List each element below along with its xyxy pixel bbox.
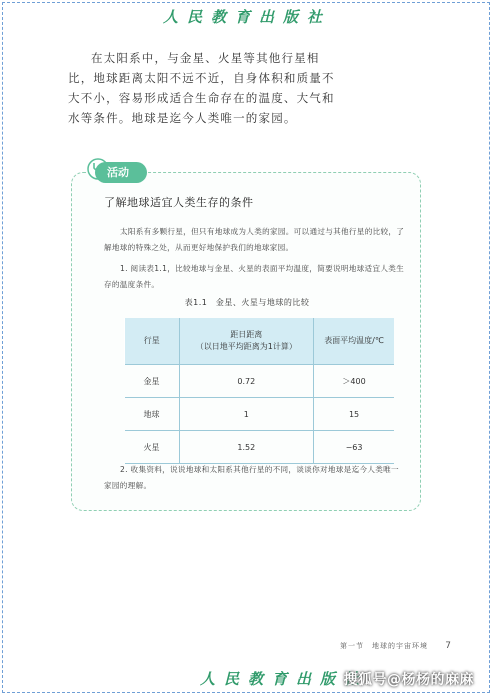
publisher-logo-header: 人民教育出版社 (162, 8, 331, 26)
activity-title: 了解地球适宜人类生存的条件 (104, 196, 254, 209)
planet-comparison-table (124, 318, 394, 464)
footer-section-title: 第一节 地球的宇宙环境 (340, 642, 429, 650)
header-temperature: 表面平均温度/℃ (314, 318, 394, 365)
table-header-row (125, 318, 395, 365)
planet-distance: 0.72 (179, 365, 314, 398)
page-number: 7 (445, 641, 452, 651)
table-row (125, 398, 395, 431)
header-distance (179, 318, 314, 365)
planet-temperature: ＞400 (314, 365, 394, 398)
planet-distance: 1.52 (179, 431, 314, 464)
activity-task-2: 2. 收集资料，说说地球和太阳系其他行星的不同，谈谈你对地球是迄今人类唯一家园的理解。 (104, 465, 399, 490)
page-footer (340, 641, 452, 651)
activity-task-1: 1. 阅读表1.1，比较地球与金星、火星的表面平均温度，简要说明地球适宜人类生存的温度条件。 (104, 264, 405, 289)
planet-name: 地球 (125, 398, 180, 431)
header-distance-title: 距日距离 (230, 330, 263, 339)
header-planet: 行星 (125, 318, 180, 365)
activity-badge: 活动 (95, 162, 147, 183)
planet-temperature: 15 (314, 398, 394, 431)
activity-intro-paragraph: 太阳系有多颗行星，但只有地球成为人类的家园。可以通过与其他行星的比较，了解地球的特殊之处，从而更好地保护我们的地球家园。 (104, 227, 405, 252)
table-caption: 表1.1 金星、火星与地球的比较 (184, 298, 310, 307)
table-row (125, 365, 395, 398)
watermark: 搜狐号@杨杨的麻麻 (343, 672, 474, 688)
intro-paragraph: 在太阳系中，与金星、火星等其他行星相比，地球距离太阳不远不近，自身体积和质量不大不小，容易形成适合生命存在的温度、大气和水等条件。地球是迄今人类唯一的家园。 (68, 51, 335, 125)
publisher-logo-footer: 人民教育出版社 (200, 670, 369, 688)
planet-distance: 1 (179, 398, 314, 431)
header-distance-note: （以日地平均距离为1计算） (195, 342, 297, 351)
planet-name: 火星 (125, 431, 180, 464)
planet-name: 金星 (125, 365, 180, 398)
table-row (125, 431, 395, 464)
planet-temperature: −63 (314, 431, 394, 464)
